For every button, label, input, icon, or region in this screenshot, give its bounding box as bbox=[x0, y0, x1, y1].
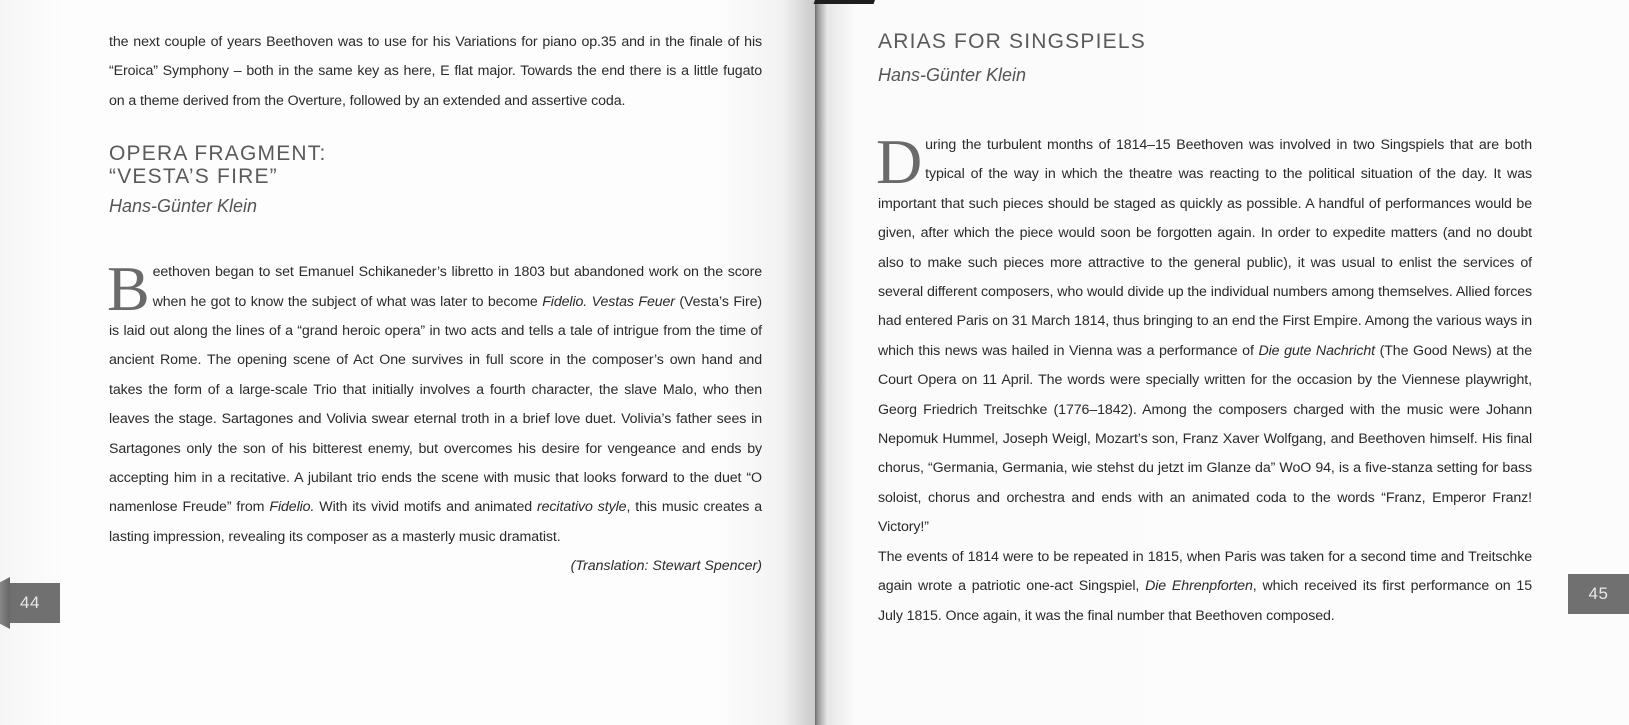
section-author: Hans-Günter Klein bbox=[878, 65, 1027, 85]
page-number-badge bbox=[1568, 574, 1629, 614]
body-text: uring the turbulent months of 1814–15 Beethoven was involved in two Singspiels that are both typical of the way in which the theatre was reacting to the political situation of the day. It was important that such pieces should be staged as quickly as possible. A handful of performances would be given, after which the piece would soon be forgotten again. In order to expedite matters (and no doubt also to make such pieces more attractive to the general public), it was usual to enlist the services of several different composers, who would divide up the individual numbers among themselves. Allied forces had entered Paris on 31 March 1814, thus bringing to an end the First Empire. Among the various ways in which this news was hailed in Vienna was a performance of bbox=[878, 137, 1532, 359]
page-number: 45 bbox=[1588, 584, 1609, 603]
body-text: , which received its first performance on 15 July 1815. Once again, it was the final number that Beethoven composed. bbox=[878, 578, 1532, 624]
body-text: (The Good News) at the Court Opera on 11 April. The words were specially written for the occasion by the Viennese playwright, Georg Friedrich Treitschke (1776–1842). Among the composers charged with the music were Johann Nepomuk Hummel, Joseph Weigl, Mozart’s son, Franz Xaver Wolfgang, and Beethoven himself. His final chorus, “Germania, Germania, wie stehst du jetzt im Glanze da” WoO 94, is a five-stanza setting for bass soloist, chorus and orchestra and ends with an animated coda to the words “Franz, Emperor Franz! Victory!” bbox=[878, 342, 1532, 536]
section-title-line1: OPERA FRAGMENT: bbox=[109, 142, 327, 166]
left-page-column bbox=[109, 28, 762, 582]
body-text: eethoven began to set Emanuel Schikaneder’s libretto in 1803 but abandoned work on the score when he got to know the subject of what was later to become bbox=[152, 264, 762, 310]
drop-cap: D bbox=[876, 126, 923, 197]
italic-title: Fidelio. Vestas Feuer bbox=[542, 293, 675, 310]
italic-title: Die gute Nachricht bbox=[1258, 342, 1375, 359]
body-text: , this music creates a lasting impression, revealing its composer as a masterly music dramatist. bbox=[109, 499, 762, 545]
section-paragraph-1 bbox=[876, 126, 1532, 543]
section-header bbox=[109, 142, 762, 218]
spine-shadow bbox=[814, 0, 875, 4]
section-title: ARIAS FOR SINGSPIELS bbox=[878, 30, 1146, 53]
section-header bbox=[878, 30, 1532, 87]
right-page-column bbox=[878, 28, 1532, 631]
italic-title: Fidelio. bbox=[269, 499, 315, 516]
body-text: The events of 1814 were to be repeated in 1815, when Paris was taken for a second time and Treitschke again wrote a patriotic one-act Singspiel, bbox=[878, 548, 1532, 595]
section-author: Hans-Günter Klein bbox=[109, 196, 258, 217]
page-number-badge bbox=[0, 583, 60, 623]
translation-credit: (Translation: Stewart Spencer) bbox=[570, 558, 762, 575]
section-title-line2: “VESTA’S FIRE” bbox=[109, 165, 278, 189]
page-number: 44 bbox=[20, 593, 40, 612]
body-text: With its vivid motifs and animated bbox=[314, 499, 538, 516]
italic-term: recitativo style bbox=[537, 499, 627, 516]
section-paragraph-2 bbox=[878, 543, 1532, 631]
intro-paragraph: the next couple of years Beethoven was to use for his Variations for piano op.35 and in the finale of his “Eroica” Symphony – both in the same key as here, E flat major. Towards the end there is a little fugato on a theme derived from the Overture, followed by an extended and assertive coda. bbox=[109, 34, 762, 109]
body-text: (Vesta’s Fire) is laid out along the lines of a “grand heroic opera” in two acts and tells a tale of intrigue from the time of ancient Rome. The opening scene of Act One survives in full score in the composer’s own hand and takes the form of a large-scale Trio that initially involves a fourth character, the slave Malo, who then leaves the stage. Sartagones and Volivia swear eternal troth in a brief love duet. Volivia’s father sees in Sartagones only the son of his bitterest enemy, but overcomes his desire for vengeance and ends by accepting him in a recitative. A jubilant trio ends the scene with music that looks forward to the duet “O namenlose Freude” from bbox=[109, 293, 762, 516]
italic-title: Die Ehrenpforten bbox=[1145, 578, 1253, 595]
section-body bbox=[107, 253, 762, 552]
drop-cap: B bbox=[107, 253, 150, 325]
